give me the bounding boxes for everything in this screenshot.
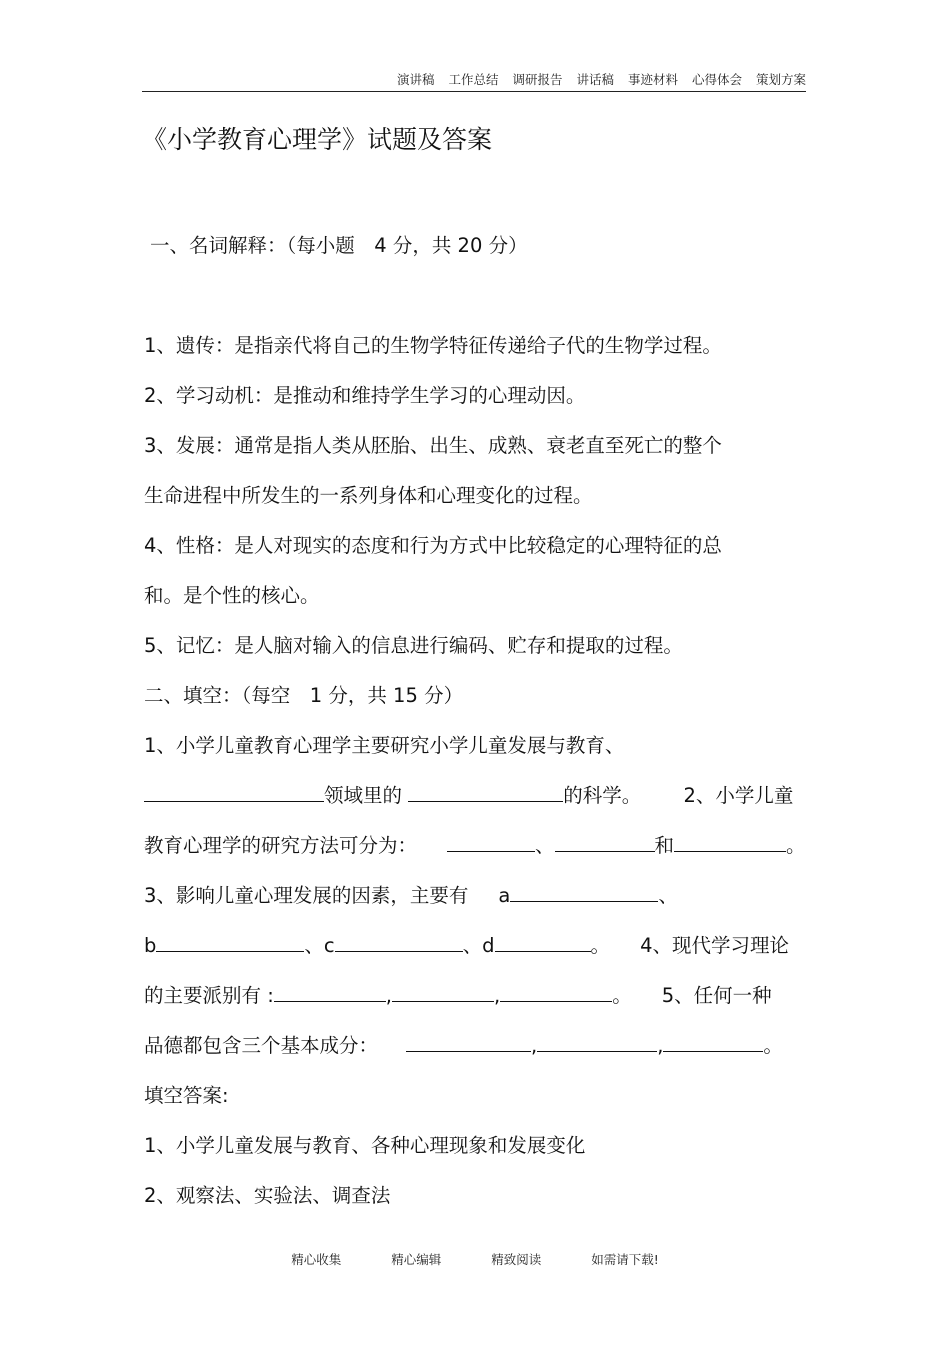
question-text: 教育心理学的研究方法可分为： [144, 834, 418, 857]
header-link: 调研报告 [512, 72, 563, 87]
header-link: 工作总结 [448, 72, 499, 87]
footer-item: 如需请下载! [591, 1252, 659, 1267]
definition-line: 和。是个性的核心。 [144, 584, 320, 607]
answer-blank[interactable] [674, 831, 786, 852]
answer-blank[interactable] [500, 981, 612, 1002]
header-link: 事迹材料 [627, 72, 678, 87]
footer-item: 精致阅读 [491, 1252, 542, 1267]
question-text: 和 [654, 834, 675, 857]
fill-question-line: 品德都包含三个基本成分： , , 。 [144, 1030, 783, 1058]
answer-blank[interactable] [663, 1031, 763, 1052]
fill-question-line: 教育心理学的研究方法可分为： 、 和 。 [144, 830, 806, 858]
question-text: 4、现代学习理论 [640, 934, 789, 957]
blank-label: c [323, 934, 335, 957]
footer [0, 1250, 950, 1268]
answer-blank[interactable] [555, 831, 655, 852]
answer-blank[interactable] [392, 981, 494, 1002]
definition-line: 1、遗传：是指亲代将自己的生物学特征传递给子代的生物学过程。 [144, 334, 722, 357]
document-title: 《小学教育心理学》试题及答案 [142, 125, 493, 154]
blank-label: d [482, 934, 495, 957]
question-text: 2、小学儿童 [683, 784, 794, 807]
answer-blank[interactable] [408, 781, 563, 802]
answer-blank[interactable] [335, 931, 463, 952]
fill-question-line [144, 780, 793, 808]
question-text: 的主要派别有 : [144, 984, 274, 1007]
question-text: 品德都包含三个基本成分： [144, 1034, 379, 1057]
definition-line: 3、发展：通常是指人类从胚胎、出生、成熟、衰老直至死亡的整个 [144, 434, 722, 457]
footer-item: 精心收集 [291, 1252, 342, 1267]
fill-question-line: 的主要派别有 : , , 。 5、任何一种 [144, 980, 772, 1008]
blank-label: b [144, 934, 157, 957]
footer-item: 精心编辑 [391, 1252, 442, 1267]
answers-heading: 填空答案: [144, 1084, 229, 1107]
fill-question-line: b 、c 、d 。 4、现代学习理论 [144, 930, 789, 958]
fill-question-line: 1、小学儿童教育心理学主要研究小学儿童发展与教育、 [144, 734, 625, 757]
answer-blank[interactable] [495, 931, 591, 952]
answer-blank[interactable] [537, 1031, 657, 1052]
header-link: 演讲稿 [396, 72, 435, 87]
fill-question-line: 3、影响儿童心理发展的因素，主要有 a 、 [144, 880, 678, 908]
answer-blank[interactable] [144, 781, 324, 802]
definition-line: 生命进程中所发生的一系列身体和心理变化的过程。 [144, 484, 593, 507]
answer-blank[interactable] [274, 981, 386, 1002]
question-text: 3、影响儿童心理发展的因素，主要有 [144, 884, 469, 907]
section1-heading: 一、名词解释：（每小题 4 分，共 20 分） [150, 234, 528, 257]
header-divider [142, 91, 806, 92]
definition-line: 4、性格：是人对现实的态度和行为方式中比较稳定的心理特征的总 [144, 534, 722, 557]
question-text: 5、任何一种 [661, 984, 772, 1007]
answer-blank[interactable] [447, 831, 535, 852]
answer-line: 1、小学儿童发展与教育、各种心理现象和发展变化 [144, 1134, 586, 1157]
header-link: 讲话稿 [576, 72, 614, 87]
definition-line: 5、记忆：是人脑对输入的信息进行编码、贮存和提取的过程。 [144, 634, 683, 657]
header-link: 策划方案 [755, 72, 806, 87]
blank-label: a [498, 884, 511, 907]
answer-line: 2、观察法、实验法、调查法 [144, 1184, 391, 1207]
question-text: 的科学。 [563, 784, 642, 807]
question-text: 领域里的 [324, 784, 403, 807]
definition-line: 2、学习动机：是推动和维持学生学习的心理动因。 [144, 384, 586, 407]
header-links [142, 70, 806, 88]
answer-blank[interactable] [156, 931, 304, 952]
header-link: 心得体会 [691, 72, 742, 87]
answer-blank[interactable] [406, 1031, 531, 1052]
section2-heading: 二、填空：（每空 1 分，共 15 分） [144, 684, 464, 707]
answer-blank[interactable] [510, 881, 658, 902]
